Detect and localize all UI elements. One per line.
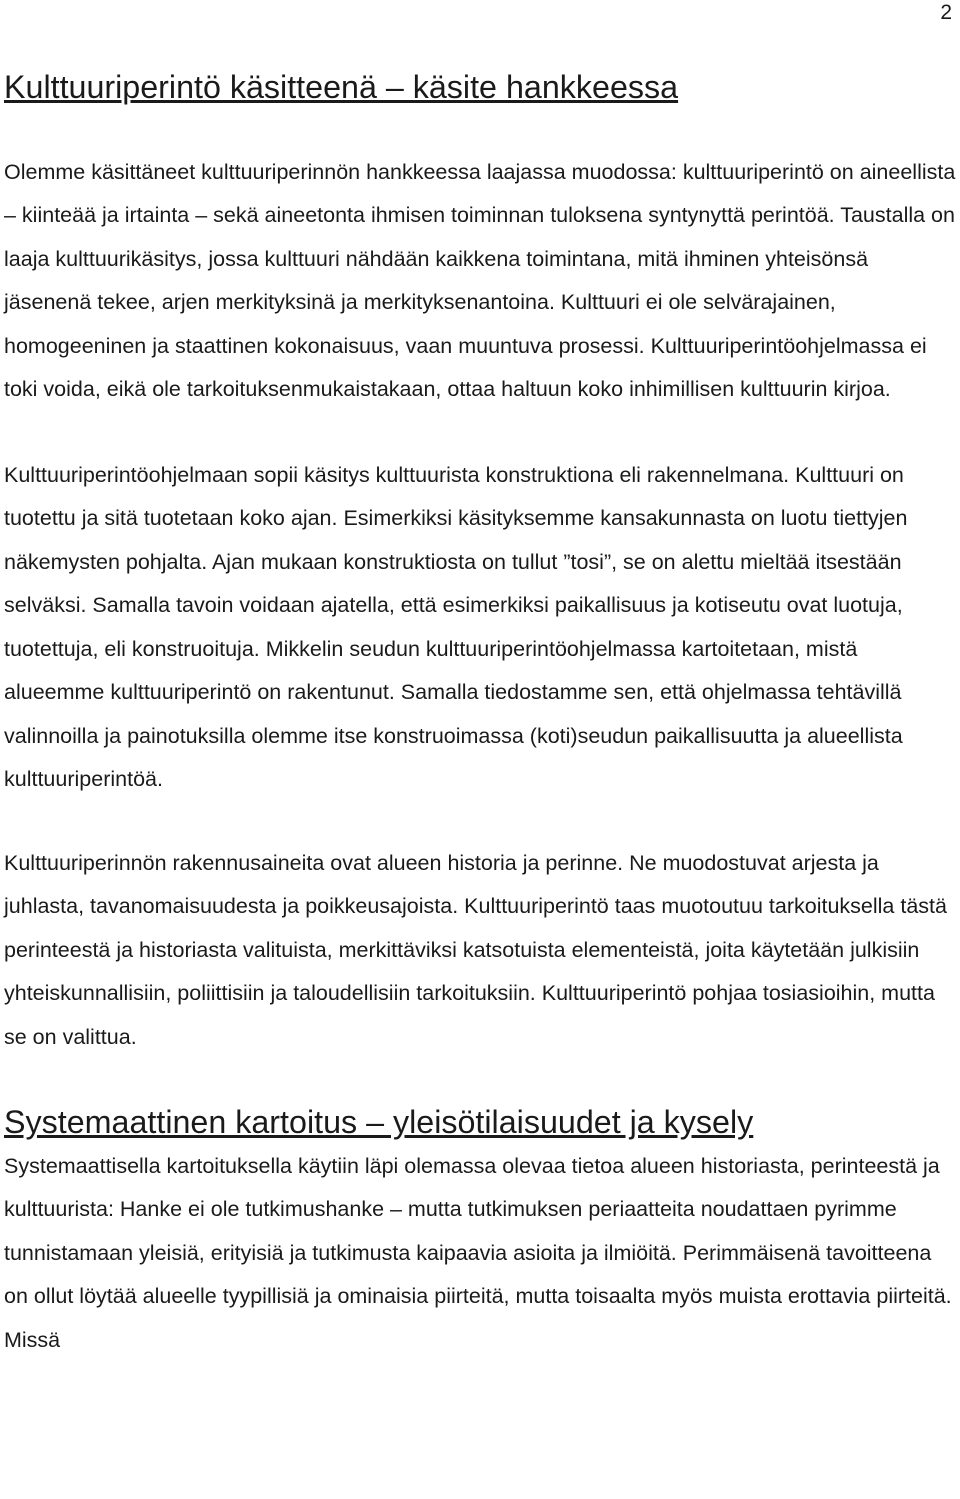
paragraph-laaja-kasitys: Olemme käsittäneet kulttuuriperinnön hankkeessa laajassa muodossa: kulttuuriperintö on aineellista – kiinteää ja irtainta – sekä aineetonta ihmisen toiminnan tuloksena syntynyttä perintöä. Taustalla on laaja kulttuurikäsitys, jossa kulttuuri nähdään kaikkena toimintana, mitä ihminen yhteisönsä jäsenenä tekee, arjen merkityksinä ja merkityksenantoina. Kulttuuri ei ole selvärajainen, homogeeninen ja staattinen kokonaisuus, vaan muuntuva prosessi. Kulttuuriperintöohjelmassa ei toki voida, eikä ole tarkoituksenmukaistakaan, ottaa haltuun koko inhimillisen kulttuurin kirjoa. xyxy=(4,159,956,401)
paragraph-kartoitus: Systemaattisella kartoituksella käytiin läpi olemassa olevaa tietoa alueen historiasta, perinteestä ja kulttuurista: Hanke ei ole tutkimushanke – mutta tutkimuksen periaatteita noudattaen pyrimme tunnistamaan yleisiä, erityisiä ja tutkimusta kaipaavia asioita ja ilmiöitä. Perimmäisenä tavoitteena on ollut löytää alueelle tyypillisiä ja ominaisia piirteitä, mutta toisaalta myös muista erottavia piirteitä. Missä xyxy=(4,1153,952,1352)
section-heading-systemaattinen-kartoitus: Systemaattinen kartoitus – yleisötilaisuudet ja kysely xyxy=(4,1104,754,1140)
page-number: 2 xyxy=(940,1,952,24)
document-body xyxy=(4,66,956,1362)
paragraph-konstruktio: Kulttuuriperintöohjelmaan sopii käsitys kulttuurista konstruktiona eli rakennelmana. Kulttuuri on tuotettu ja sitä tuotetaan koko ajan. Esimerkiksi käsityksemme kansakunnasta on luotu tiettyjen näkemysten pohjalta. Ajan mukaan konstruktiosta on tullut ”tosi”, se on alettu mieltää itsestään selväksi. Samalla tavoin voidaan ajatella, että esimerkiksi paikallisuus ja kotiseutu ovat luotuja, tuotettuja, eli konstruoituja. Mikkelin seudun kulttuuriperintöohjelmassa kartoitetaan, mistä alueemme kulttuuriperintö on rakentunut. Samalla tiedostamme sen, että ohjelmassa tehtävillä valinnoilla ja painotuksilla olemme itse konstruoimassa (koti)seudun paikallisuutta ja alueellista kulttuuriperintöä. xyxy=(4,462,908,791)
paragraph-rakennusaineet: Kulttuuriperinnön rakennusaineita ovat alueen historia ja perinne. Ne muodostuvat arjesta ja juhlasta, tavanomaisuudesta ja poikkeusajoista. Kulttuuriperintö taas muotoutuu tarkoituksella tästä perinteestä ja historiasta valituista, merkittäviksi katsotuista elementeistä, joita käytetään julkisiin yhteiskunnallisiin, poliittisiin ja taloudellisiin tarkoituksiin. Kulttuuriperintö pohjaa tosiasioihin, mutta se on valittua. xyxy=(4,850,947,1049)
section-heading-kulttuuriperinto: Kulttuuriperintö käsitteenä – käsite hankkeessa xyxy=(4,69,679,105)
